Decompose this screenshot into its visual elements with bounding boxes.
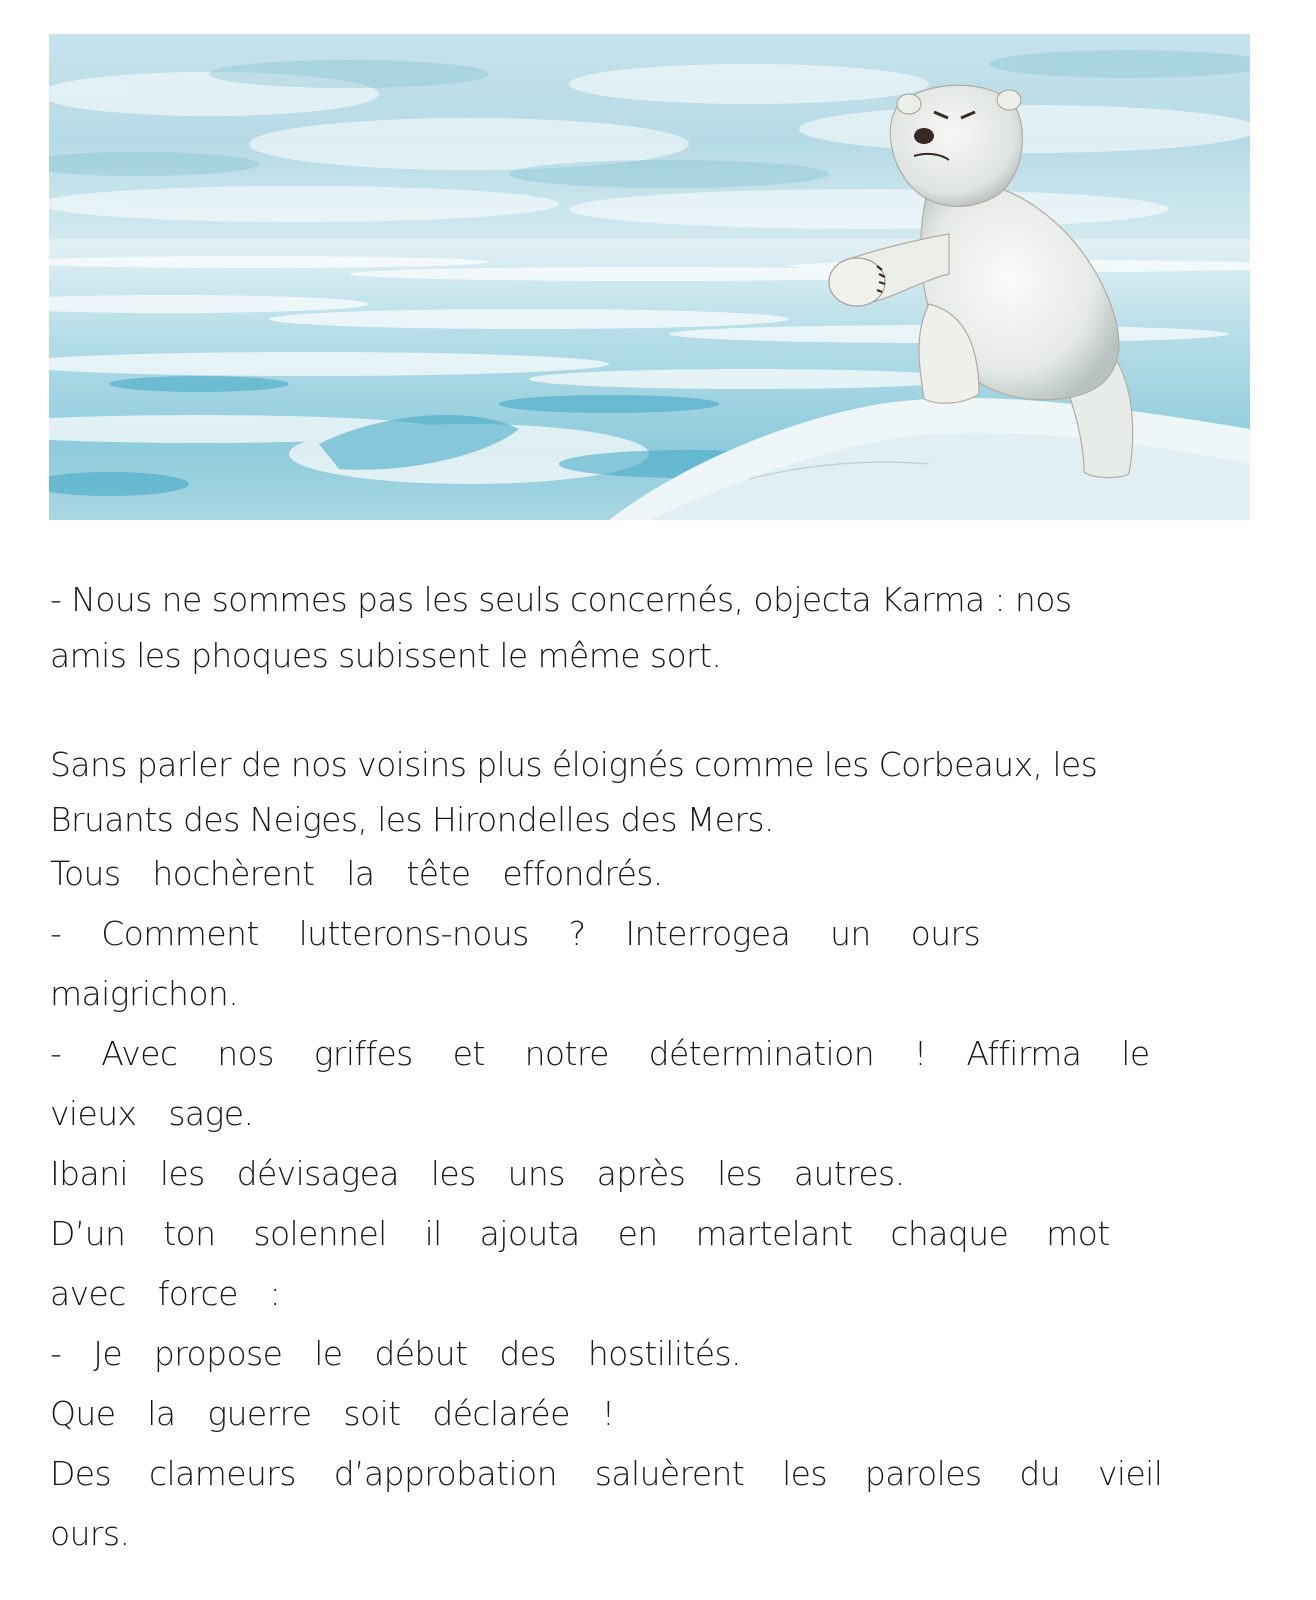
- story-line: D’un ton solennel il ajouta en martelant chaque mot: [50, 1214, 1110, 1253]
- story-line: - Je propose le début des hostilités.: [50, 1334, 741, 1373]
- story-line: Sans parler de nos voisins plus éloignés comme les Corbeaux, les: [50, 745, 1098, 784]
- polar-bear-illustration: [49, 34, 1250, 520]
- story-line: Ibani les dévisagea les uns après les autres.: [50, 1154, 905, 1193]
- story-line: vieux sage.: [50, 1094, 254, 1133]
- polar-bear-scene-image: [49, 34, 1250, 520]
- story-line: amis les phoques subissent le même sort.: [50, 636, 722, 675]
- story-line: Bruants des Neiges, les Hirondelles des Mers.: [50, 800, 774, 839]
- story-line: - Avec nos griffes et notre détermination ! Affirma le: [50, 1034, 1150, 1073]
- story-line: Tous hochèrent la tête effondrés.: [50, 854, 663, 893]
- story-line: - Nous ne sommes pas les seuls concernés, objecta Karma : nos: [50, 580, 1072, 619]
- story-line: Des clameurs d’approbation saluèrent les paroles du vieil: [50, 1454, 1163, 1493]
- story-line: Que la guerre soit déclarée !: [50, 1394, 615, 1433]
- story-line: avec force :: [50, 1274, 281, 1313]
- story-line: maigrichon.: [50, 974, 239, 1013]
- story-line: - Comment lutterons-nous ? Interrogea un ours: [50, 914, 981, 953]
- story-line: ours.: [50, 1514, 130, 1553]
